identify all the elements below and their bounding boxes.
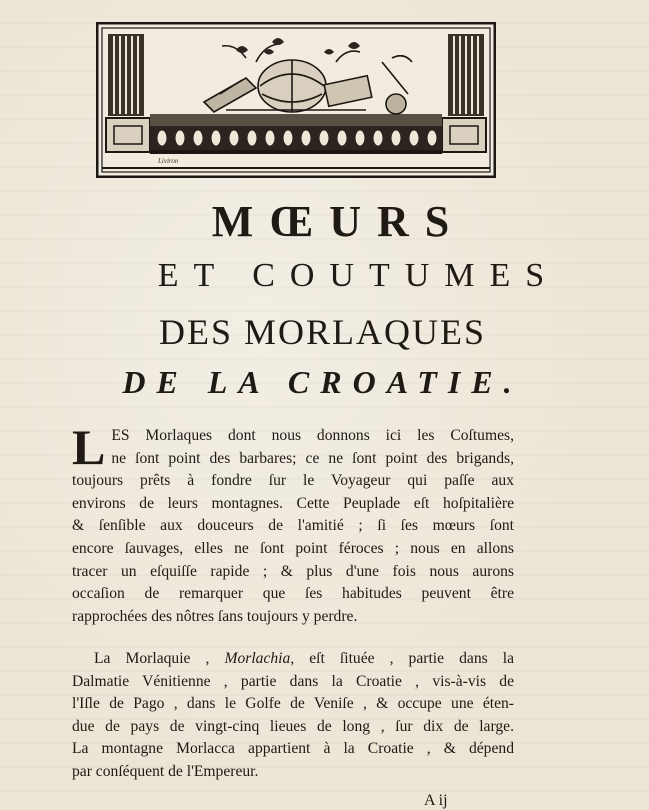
text-line — [72, 648, 514, 671]
text-line: ES Morlaques dont nous donnons ici les Coſtumes, — [111, 427, 514, 444]
text-line: tracer un eſquiſſe rapide ; & plus d'une fois nous aurons — [72, 562, 514, 580]
text-line: toujours prêts à fondre ſur le Voyageur qui paſſe aux — [72, 472, 514, 490]
text-line: La montagne Morlacca appartient à la Croatie , & dépend — [72, 740, 514, 758]
text-line: l'Iſle de Pago , dans le Golfe de Veniſe , & occupe une éten- — [72, 695, 514, 713]
title-line-3: DES MORLAQUES — [158, 312, 487, 352]
paragraph-2 — [72, 648, 514, 784]
text-line: par conſéquent de l'Empereur. — [72, 762, 259, 780]
title-line-1: MŒURS — [211, 197, 466, 246]
text-line: Dalmatie Vénitienne , partie dans la Croatie , vis-à-vis de — [72, 672, 514, 690]
text-line: rapprochées des nôtres ſans toujours y perdre. — [72, 607, 358, 625]
title-line-2: ET COUTUMES — [157, 257, 560, 294]
text-run: , eſt ſituée , partie dans la — [290, 650, 514, 667]
engraved-vignette — [96, 22, 496, 178]
text-line: ne ſont point des barbares; ce ne ſont point des brigands, — [111, 449, 514, 467]
text-line: & ſenſible aux douceurs de l'amitié ; ſi ſes mœurs ſont — [72, 517, 514, 535]
title-line-4: DE LA CROATIE. — [122, 364, 523, 400]
paragraph-1 — [72, 419, 514, 628]
signature-mark: A ij — [424, 792, 448, 809]
drop-cap: L — [72, 419, 106, 475]
italic-place-name: Morlachia — [224, 650, 291, 667]
text-line: due de pays de vingt-cinq lieues de long , ſur dix de large. — [72, 717, 514, 735]
vignette-image — [96, 22, 496, 178]
text-line: occaſion de remarquer que ſes habitudes peuvent être — [72, 585, 514, 603]
text-run: La Morlaquie , — [94, 650, 225, 667]
engraver-signature: Liviron — [158, 157, 179, 165]
text-line: encore ſauvages, elles ne ſont point féroces ; nous en allons — [72, 539, 514, 557]
text-line: environs de leurs montagnes. Cette Peuplade eſt hoſpitalière — [72, 494, 514, 512]
